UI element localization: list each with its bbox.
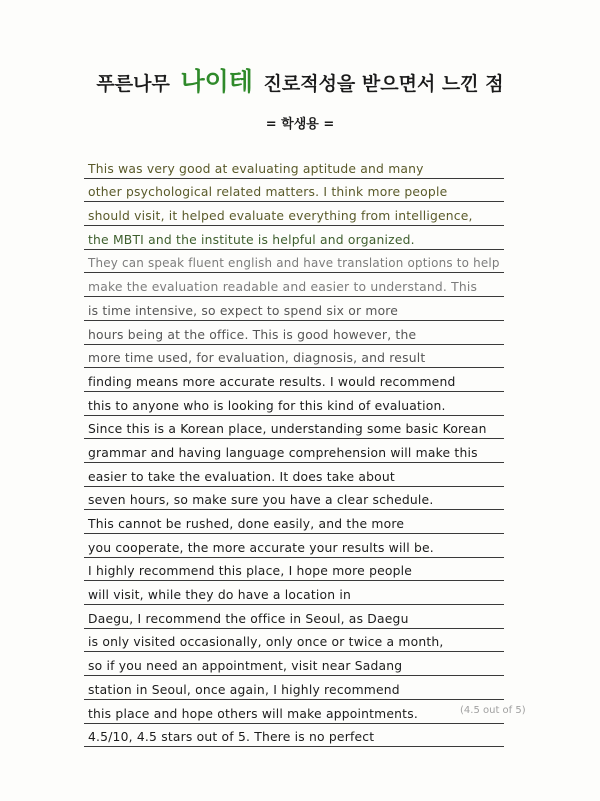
text-line <box>84 487 504 511</box>
text-line <box>84 202 504 226</box>
text-line <box>84 368 504 392</box>
page-subtitle: = 학생용 = <box>265 117 335 132</box>
line-text: is only visited occasionally, only once or twice a month, <box>88 634 444 650</box>
text-line <box>84 439 504 463</box>
line-text: make the evaluation readable and easier to understand. This <box>88 279 478 295</box>
text-line <box>84 321 504 345</box>
line-text: finding means more accurate results. I would recommend <box>88 373 456 389</box>
line-text: this place and hope others will make appointments. <box>88 705 418 721</box>
ruled-text-area <box>84 155 504 747</box>
text-line <box>84 155 504 179</box>
line-text: should visit, it helped evaluate everything from intelligence, <box>88 208 473 224</box>
text-line <box>84 226 504 250</box>
text-line <box>84 392 504 416</box>
brand-name: 나이테 <box>180 67 253 96</box>
text-line <box>84 179 504 203</box>
line-text: easier to take the evaluation. It does take about <box>88 468 395 484</box>
title-prefix: 푸른나무 <box>96 73 170 95</box>
text-line <box>84 558 504 582</box>
line-text: They can speak fluent english and have translation options to help <box>88 255 500 271</box>
margin-note: (4.5 out of 5) <box>460 705 526 716</box>
line-text: station in Seoul, once again, I highly recommend <box>88 681 400 697</box>
text-line <box>84 605 504 629</box>
line-text: so if you need an appointment, visit near Sadang <box>88 658 403 674</box>
text-line <box>84 273 504 297</box>
line-text: is time intensive, so expect to spend six or more <box>88 302 399 318</box>
line-text: this to anyone who is looking for this kind of evaluation. <box>88 397 446 413</box>
line-text: the MBTI and the institute is helpful and organized. <box>88 231 415 247</box>
line-text: hours being at the office. This is good however, the <box>88 326 417 342</box>
line-text: more time used, for evaluation, diagnosis, and result <box>88 350 426 366</box>
text-line <box>84 463 504 487</box>
title-suffix: 진로적성을 받으면서 느낀 점 <box>263 73 504 95</box>
text-line <box>84 581 504 605</box>
text-line <box>84 345 504 369</box>
text-line <box>84 297 504 321</box>
line-text: other psychological related matters. I think more people <box>88 184 448 200</box>
line-text: I highly recommend this place, I hope more people <box>88 563 413 579</box>
text-line <box>84 676 504 700</box>
line-text: 4.5/10, 4.5 stars out of 5. There is no perfect <box>88 729 375 745</box>
text-line <box>84 700 504 724</box>
text-line <box>84 416 504 440</box>
text-line <box>84 629 504 653</box>
text-line <box>84 652 504 676</box>
line-text: Daegu, I recommend the office in Seoul, as Daegu <box>88 610 409 626</box>
line-text: seven hours, so make sure you have a clear schedule. <box>88 492 434 508</box>
text-line <box>84 510 504 534</box>
line-text: Since this is a Korean place, understanding some basic Korean <box>88 421 487 437</box>
line-text: you cooperate, the more accurate your results will be. <box>88 539 434 555</box>
line-text: will visit, while they do have a location in <box>88 587 352 603</box>
page-title <box>0 62 600 98</box>
line-text: grammar and having language comprehension will make this <box>88 444 478 460</box>
line-text: This cannot be rushed, done easily, and the more <box>88 516 405 531</box>
text-line <box>84 250 504 274</box>
line-text: This was very good at evaluating aptitude and many <box>88 160 424 176</box>
text-line <box>84 534 504 558</box>
text-line <box>84 724 504 748</box>
